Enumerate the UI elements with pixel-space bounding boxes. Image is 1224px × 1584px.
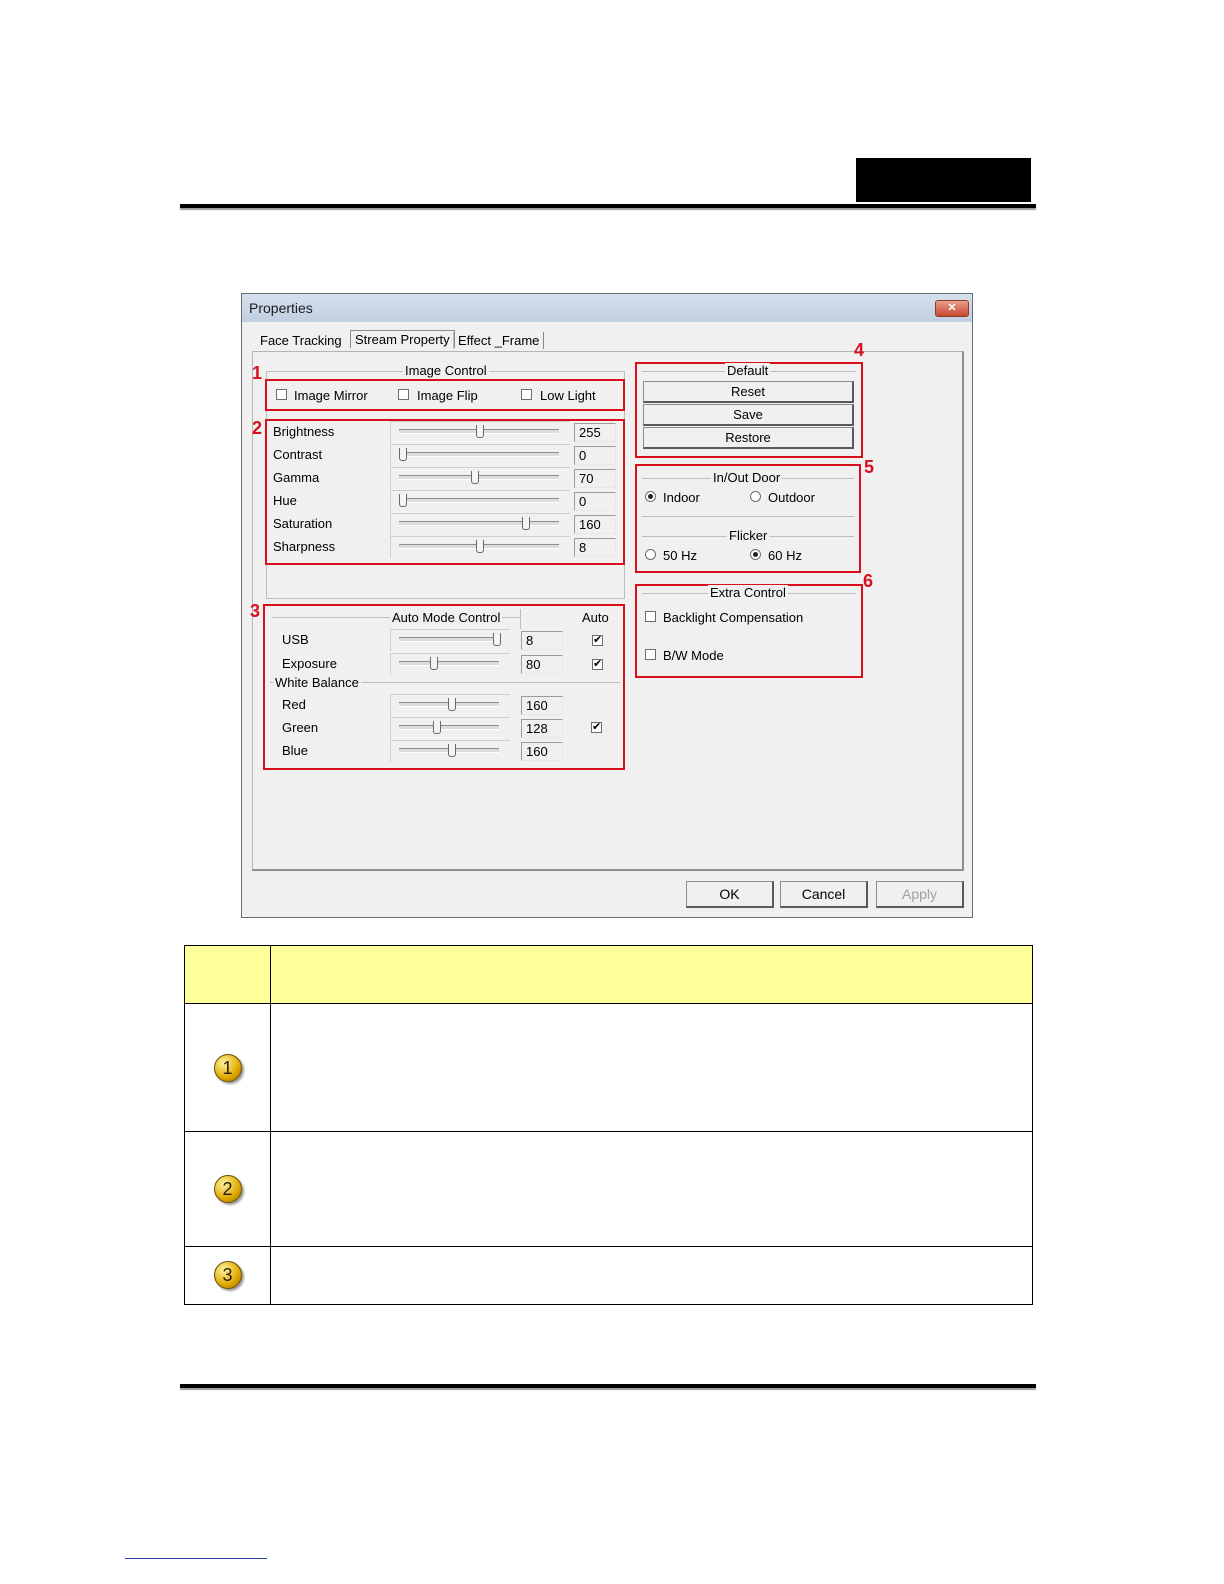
blue-slider-thumb[interactable] [448, 744, 456, 757]
outdoor-radio[interactable] [750, 491, 761, 502]
number-3-icon: 3 [214, 1261, 242, 1289]
usb-slider-track [399, 637, 499, 642]
blue-label: Blue [282, 743, 309, 758]
auto-mode-title: Auto Mode Control [392, 610, 501, 625]
check-icon: ✔ [592, 721, 602, 733]
usb-slider[interactable] [390, 629, 510, 651]
50hz-radio[interactable] [645, 549, 656, 560]
contrast-slider-thumb[interactable] [399, 448, 407, 461]
60hz-label: 60 Hz [768, 548, 802, 563]
table-header-row [185, 946, 1033, 1004]
number-2-icon: 2 [214, 1175, 242, 1203]
flicker-title: Flicker [729, 528, 768, 543]
cancel-button[interactable]: Cancel [780, 881, 868, 908]
blue-slider[interactable] [390, 740, 510, 762]
table-row [185, 1004, 1033, 1132]
exposure-slider-track [399, 661, 499, 666]
exposure-value-field[interactable]: 80 [521, 655, 563, 674]
save-button[interactable]: Save [643, 404, 854, 426]
indoor-label: Indoor [663, 490, 700, 505]
brightness-slider[interactable] [390, 421, 570, 443]
check-icon: ✔ [593, 658, 603, 670]
table-row [185, 1132, 1033, 1247]
white-balance-auto-checkbox[interactable] [591, 722, 602, 733]
backlight-compensation-label: Backlight Compensation [663, 610, 804, 625]
50hz-label: 50 Hz [663, 548, 697, 563]
image-mirror-checkbox[interactable] [276, 389, 287, 400]
green-value-field[interactable]: 128 [521, 719, 563, 738]
exposure-slider[interactable] [390, 653, 510, 675]
footer-rule [180, 1384, 1036, 1388]
contrast-slider-track [399, 452, 559, 457]
saturation-slider[interactable] [390, 513, 570, 535]
brightness-label: Brightness [273, 424, 335, 439]
apply-button[interactable]: Apply [876, 881, 964, 908]
image-flip-label: Image Flip [417, 388, 478, 403]
restore-button[interactable]: Restore [643, 427, 854, 449]
table-cell [185, 1004, 271, 1132]
hue-label: Hue [273, 493, 297, 508]
table-row [185, 1246, 1033, 1304]
check-icon: ✔ [593, 634, 603, 646]
callout-1: 1 [252, 363, 263, 383]
gamma-slider-thumb[interactable] [471, 471, 479, 484]
red-slider-thumb[interactable] [448, 698, 456, 711]
auto-header: Auto [582, 610, 609, 625]
flicker-rule [642, 516, 854, 517]
header-black-block [856, 158, 1031, 202]
callout-4: 4 [854, 340, 865, 360]
saturation-slider-track [399, 521, 559, 526]
sharpness-slider-thumb[interactable] [476, 540, 484, 553]
saturation-value-field[interactable]: 160 [574, 515, 616, 534]
tab-effect-frame[interactable]: Effect _Frame [453, 332, 544, 349]
table-cell [185, 1132, 271, 1247]
hue-value-field[interactable]: 0 [574, 492, 616, 511]
extra-control-title: Extra Control [710, 585, 786, 600]
red-value-field[interactable]: 160 [521, 696, 563, 715]
close-button[interactable]: ✕ [935, 300, 969, 317]
low-light-checkbox[interactable] [521, 389, 532, 400]
saturation-slider-thumb[interactable] [522, 517, 530, 530]
footer-link-underline [125, 1558, 267, 1559]
number-1-icon: 1 [214, 1054, 242, 1082]
green-slider-track [399, 725, 499, 730]
callout-5: 5 [864, 457, 875, 477]
usb-auto-checkbox[interactable] [592, 635, 603, 646]
bw-mode-checkbox[interactable] [645, 649, 656, 660]
green-slider-thumb[interactable] [433, 721, 441, 734]
properties-dialog [241, 293, 973, 918]
blue-value-field[interactable]: 160 [521, 742, 563, 761]
exposure-slider-thumb[interactable] [430, 657, 438, 670]
hue-slider-track [399, 498, 559, 503]
auto-col-divider [520, 609, 521, 629]
table-header-cell [271, 946, 1033, 1004]
gamma-label: Gamma [273, 470, 320, 485]
table-header-cell [185, 946, 271, 1004]
brightness-slider-thumb[interactable] [476, 425, 484, 438]
callout-legend-table [184, 945, 1033, 1305]
usb-slider-thumb[interactable] [493, 633, 501, 646]
outdoor-label: Outdoor [768, 490, 815, 505]
saturation-label: Saturation [273, 516, 333, 531]
dialog-title: Properties [249, 300, 313, 316]
indoor-radio[interactable] [645, 491, 656, 502]
table-cell [271, 1246, 1033, 1304]
title-bar [242, 294, 972, 322]
image-mirror-label: Image Mirror [294, 388, 368, 403]
usb-label: USB [282, 632, 309, 647]
inout-door-title: In/Out Door [713, 470, 781, 485]
white-balance-title: White Balance [275, 675, 359, 690]
hue-slider-thumb[interactable] [399, 494, 407, 507]
table-cell [271, 1004, 1033, 1132]
table-cell [185, 1246, 271, 1304]
callout-3: 3 [250, 601, 261, 621]
contrast-value-field[interactable]: 0 [574, 446, 616, 465]
hue-slider[interactable] [390, 490, 570, 512]
low-light-label: Low Light [540, 388, 596, 403]
header-rule [180, 204, 1036, 208]
image-control-title: Image Control [405, 363, 487, 378]
60hz-radio[interactable] [750, 549, 761, 560]
green-slider[interactable] [390, 717, 510, 739]
sharpness-slider[interactable] [390, 536, 570, 558]
contrast-slider[interactable] [390, 444, 570, 466]
image-flip-checkbox[interactable] [398, 389, 409, 400]
callout-6: 6 [863, 571, 874, 591]
usb-value-field[interactable]: 8 [521, 631, 563, 650]
table-cell [271, 1132, 1033, 1247]
ok-button[interactable]: OK [686, 881, 774, 908]
reset-button[interactable]: Reset [643, 381, 854, 403]
exposure-auto-checkbox[interactable] [592, 659, 603, 670]
contrast-label: Contrast [273, 447, 323, 462]
gamma-value-field[interactable]: 70 [574, 469, 616, 488]
green-label: Green [282, 720, 319, 735]
bw-mode-label: B/W Mode [663, 648, 724, 663]
callout-2: 2 [252, 418, 263, 438]
brightness-value-field[interactable]: 255 [574, 423, 616, 442]
tab-face-tracking[interactable]: Face Tracking [260, 333, 342, 348]
exposure-label: Exposure [282, 656, 337, 671]
tab-stream-property[interactable]: Stream Property [350, 330, 455, 348]
sharpness-label: Sharpness [273, 539, 336, 554]
red-label: Red [282, 697, 306, 712]
red-slider[interactable] [390, 694, 510, 716]
gamma-slider[interactable] [390, 467, 570, 489]
backlight-compensation-checkbox[interactable] [645, 611, 656, 622]
sharpness-value-field[interactable]: 8 [574, 538, 616, 557]
default-title: Default [727, 363, 769, 378]
